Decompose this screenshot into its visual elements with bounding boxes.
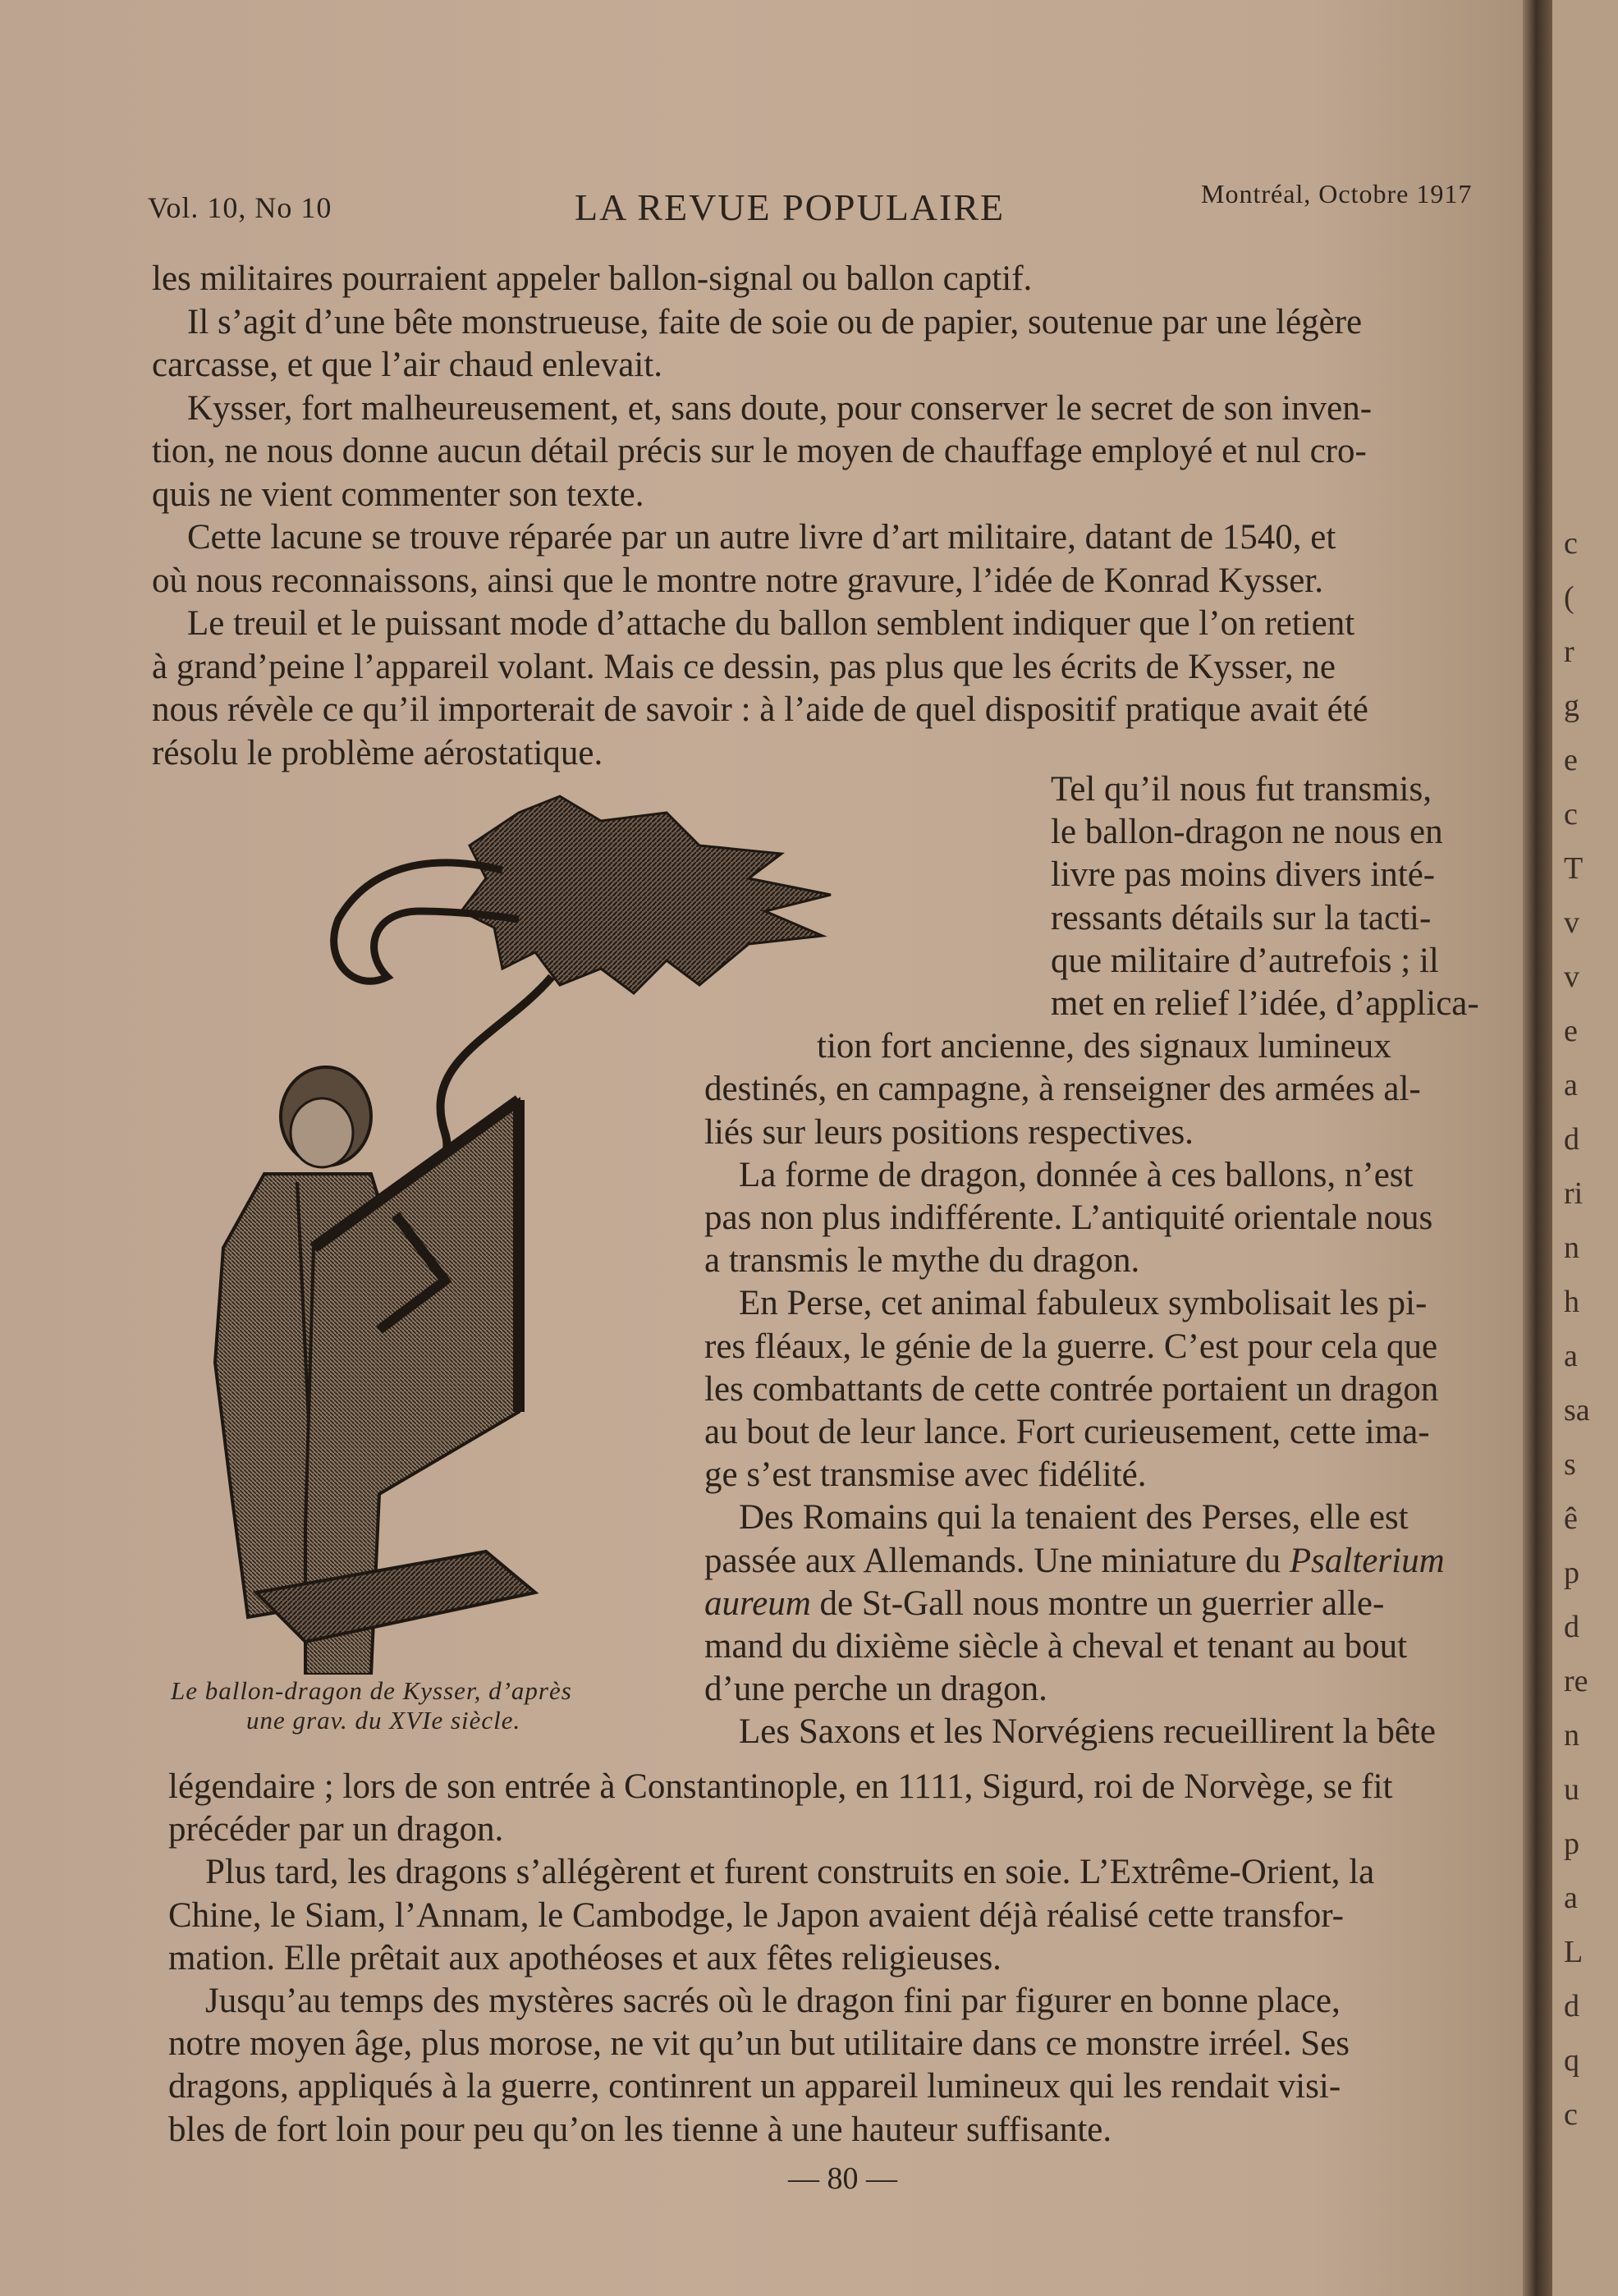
text-line: Chine, le Siam, l’Annam, le Cambodge, le Japon avaient déjà réalisé cette transfor- [168, 1895, 1344, 1935]
text-line: carcasse, et que l’air chaud enlevait. [152, 346, 662, 384]
text-line: ressants détails sur la tacti- [1051, 898, 1432, 937]
text-line: mation. Elle prêtait aux apothéoses et aux fêtes religieuses. [168, 1938, 1002, 1977]
next-page-fragment: u [1564, 1772, 1579, 1807]
text-line: nous révèle ce qu’il importerait de savoir : à l’aide de quel dispositif pratique avait été [152, 690, 1368, 729]
next-page-fragment: q [1564, 2043, 1579, 2078]
text-line: destinés, en campagne, à renseigner des armées al- [704, 1070, 1421, 1109]
next-page-fragment: s [1564, 1447, 1576, 1482]
figure-caption-line-2: une grav. du XVIe siècle. [246, 1706, 521, 1735]
next-page-fragment: L [1564, 1935, 1584, 1969]
italic-title-word: Psalterium [1289, 1541, 1445, 1580]
text-line: que militaire d’autrefois ; il [1051, 941, 1439, 980]
next-page-fragment: h [1564, 1285, 1579, 1319]
next-page-fragment: re [1564, 1664, 1588, 1698]
text-line: a transmis le mythe du dragon. [704, 1241, 1140, 1281]
text-line: livre pas moins divers inté- [1051, 855, 1436, 895]
next-page-fragment: ( [1564, 580, 1574, 615]
text-line: quis ne vient commenter son texte. [152, 474, 644, 514]
text-line: Jusqu’au temps des mystères sacrés où le dragon fini par figurer en bonne place, [205, 1982, 1341, 2020]
next-page-fragment: g [1564, 689, 1579, 723]
next-page-fragment: n [1564, 1718, 1579, 1753]
text-line: à grand’peine l’appareil volant. Mais ce dessin, pas plus que les écrits de Kysser, ne [152, 647, 1336, 686]
text-line: notre moyen âge, plus morose, ne vit qu’un but utilitaire dans ce monstre irréel. Ses [168, 2024, 1350, 2064]
magazine-title: LA REVUE POPULAIRE [575, 186, 1006, 228]
next-page-fragment: v [1564, 960, 1579, 994]
text-line: Cette lacune se trouve réparée par un autre livre d’art militaire, datant de 1540, et [187, 518, 1336, 557]
next-page-fragment: c [1564, 797, 1578, 832]
text-line: les militaires pourraient appeler ballon-signal ou ballon captif. [152, 259, 1033, 298]
next-page-fragment: a [1564, 1068, 1578, 1102]
adjacent-page-edge [1552, 0, 1618, 2296]
book-spine [1523, 0, 1552, 2296]
text-line: res fléaux, le génie de la guerre. C’est pour cela que [704, 1327, 1438, 1366]
italic-title-word: aureum [704, 1583, 811, 1623]
volume-number: Vol. 10, No 10 [148, 191, 332, 224]
next-page-fragment: d [1564, 1122, 1579, 1157]
next-page-fragment: a [1564, 1881, 1578, 1915]
next-page-fragment: d [1564, 1610, 1579, 1644]
next-page-fragment: c [1564, 526, 1578, 561]
text-line: Tel qu’il nous fut transmis, [1051, 770, 1432, 809]
next-page-fragment: ê [1564, 1501, 1578, 1536]
next-page-fragment: n [1564, 1230, 1579, 1265]
text-line: met en relief l’idée, d’applica- [1051, 984, 1479, 1023]
text-line: pas non plus indifférente. L’antiquité orientale nous [704, 1198, 1433, 1237]
next-page-fragment: c [1564, 2097, 1578, 2132]
next-page-fragment: e [1564, 743, 1578, 777]
text-line: Kysser, fort malheureusement, et, sans doute, pour conserver le secret de son inven- [187, 388, 1373, 428]
text-fragment: de St-Gall nous montre un guerrier alle- [810, 1583, 1385, 1623]
dragon-shape [461, 796, 831, 993]
text-line: résolu le problème aérostatique. [152, 733, 603, 772]
issue-date: Montréal, Octobre 1917 [1201, 179, 1473, 209]
next-page-fragment: r [1564, 635, 1574, 669]
text-line: bles de fort loin pour peu qu’on les tienne à une hauteur suffisante. [168, 2110, 1112, 2149]
next-page-fragment: e [1564, 1014, 1578, 1048]
text-line: précéder par un dragon. [168, 1810, 504, 1849]
text-fragment: passée aux Allemands. Une miniature du [704, 1541, 1290, 1580]
text-line: Plus tard, les dragons s’allégèrent et furent construits en soie. L’Extrême-Orient, la [205, 1853, 1375, 1892]
dragon-balloon-engraving [174, 788, 1011, 1675]
page-number: — 80 — [788, 2161, 897, 2196]
text-line: mand du dixième siècle à cheval et tenant au bout [704, 1627, 1408, 1666]
next-page-fragment: v [1564, 905, 1579, 940]
next-page-fragment: a [1564, 1339, 1578, 1373]
text-line: le ballon-dragon ne nous en [1051, 813, 1443, 852]
text-line: tion fort ancienne, des signaux lumineux [817, 1027, 1391, 1066]
text-line: La forme de dragon, donnée à ces ballons, n’est [739, 1155, 1414, 1194]
text-line: les combattants de cette contrée portaient un dragon [704, 1369, 1439, 1409]
next-page-fragment: p [1564, 1826, 1579, 1861]
text-line: au bout de leur lance. Fort curieusement, cette ima- [704, 1413, 1430, 1451]
text-line: En Perse, cet animal fabuleux symbolisait les pi- [739, 1284, 1428, 1323]
next-page-fragment: sa [1564, 1393, 1590, 1428]
text-line: dragons, appliqués à la guerre, continrent un appareil lumineux qui les rendait visi- [168, 2067, 1341, 2106]
text-line: d’une perche un dragon. [704, 1670, 1047, 1709]
text-line: Des Romains qui la tenaient des Perses, elle est [739, 1498, 1409, 1538]
text-line: tion, ne nous donne aucun détail précis sur le moyen de chauffage employé et nul cro- [152, 432, 1367, 470]
next-page-fragment: T [1564, 851, 1584, 886]
text-line: liés sur leurs positions respectives. [704, 1112, 1194, 1152]
next-page-fragment: p [1564, 1556, 1579, 1590]
text-line: légendaire ; lors de son entrée à Constantinople, en 1111, Sigurd, roi de Norvège, se fit [168, 1767, 1393, 1806]
text-line: ge s’est transmise avec fidélité. [704, 1455, 1147, 1495]
next-page-fragment: ri [1564, 1176, 1584, 1211]
text-line: Il s’agit d’une bête monstrueuse, faite de soie ou de papier, soutenue par une légère [187, 302, 1363, 341]
text-line: Les Saxons et les Norvégiens recueillirent la bête [739, 1712, 1436, 1752]
text-line: Le treuil et le puissant mode d’attache du ballon semblent indiquer que l’on retient [187, 604, 1355, 643]
text-line: où nous reconnaissons, ainsi que le montre notre gravure, l’idée de Konrad Kysser. [152, 561, 1323, 600]
next-page-fragment: d [1564, 1989, 1579, 2023]
figure-caption-line-1: Le ballon-dragon de Kysser, d’après [171, 1676, 572, 1705]
